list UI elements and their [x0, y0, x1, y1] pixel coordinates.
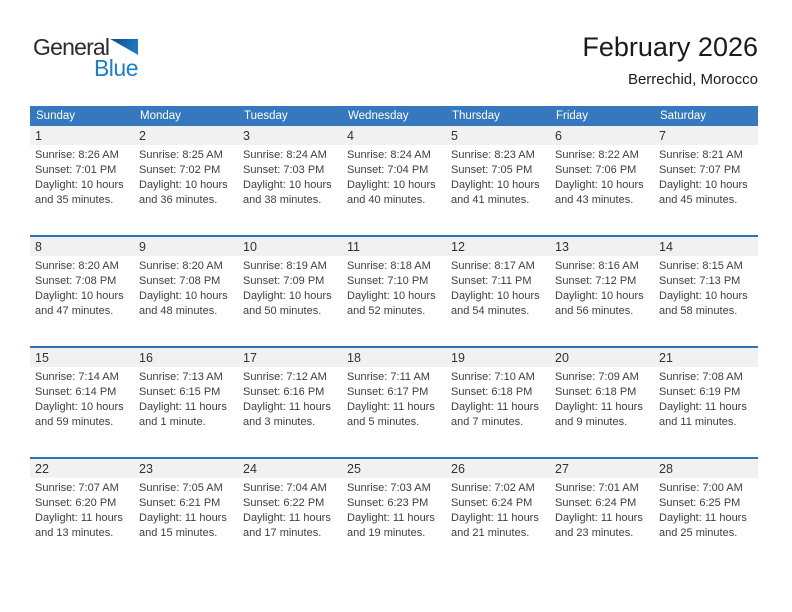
day-cell — [446, 478, 550, 568]
cell-text-line: Daylight: 11 hours — [659, 401, 747, 413]
cell-text-line: Sunrise: 8:15 AM — [659, 260, 743, 272]
day-cell — [30, 478, 134, 568]
day-number: 27 — [555, 462, 569, 476]
cell-text-line: Sunrise: 7:14 AM — [35, 371, 119, 383]
day-cell — [238, 367, 342, 457]
day-number: 9 — [139, 240, 146, 254]
cell-text-line: Sunset: 7:01 PM — [35, 164, 117, 176]
cell-text-line: and 23 minutes. — [555, 527, 634, 539]
day-number: 11 — [347, 240, 360, 254]
cell-text-line: Sunset: 6:24 PM — [555, 497, 637, 509]
week-row — [30, 126, 758, 235]
day-cell — [342, 367, 446, 457]
day-cell — [654, 256, 758, 346]
title-block — [582, 32, 758, 89]
cell-text-line: and 43 minutes. — [555, 194, 634, 206]
cell-text-line: and 5 minutes. — [347, 416, 420, 428]
cell-text-line: Sunrise: 8:26 AM — [35, 149, 119, 161]
cell-text-line: Sunrise: 8:20 AM — [35, 260, 119, 272]
cell-text-line: and 38 minutes. — [243, 194, 322, 206]
cell-text-line: Sunset: 6:23 PM — [347, 497, 429, 509]
cell-text-line: Sunset: 6:18 PM — [555, 386, 637, 398]
cell-text-line: Daylight: 11 hours — [555, 401, 643, 413]
weekday-header-thursday: Thursday — [452, 110, 500, 122]
day-cell — [342, 478, 446, 568]
cell-text-line: Sunrise: 8:21 AM — [659, 149, 743, 161]
day-cell — [30, 145, 134, 235]
day-number: 3 — [243, 129, 250, 143]
cell-text-line: Sunrise: 7:01 AM — [555, 482, 639, 494]
day-number: 2 — [139, 129, 146, 143]
day-number: 25 — [347, 462, 361, 476]
cell-text-line: Sunset: 7:02 PM — [139, 164, 221, 176]
cell-text-line: Sunset: 6:17 PM — [347, 386, 429, 398]
day-cell — [238, 256, 342, 346]
cell-text-line: Sunrise: 7:07 AM — [35, 482, 119, 494]
cell-text-line: Sunrise: 7:03 AM — [347, 482, 431, 494]
week-row — [30, 346, 758, 457]
cell-text-line: Sunset: 6:20 PM — [35, 497, 117, 509]
cell-text-line: and 58 minutes. — [659, 305, 738, 317]
cell-text-line: Sunset: 6:25 PM — [659, 497, 741, 509]
day-cell — [134, 478, 238, 568]
cell-text-line: Sunset: 7:06 PM — [555, 164, 637, 176]
day-cell — [342, 256, 446, 346]
cell-text-line: Daylight: 10 hours — [555, 290, 644, 302]
cell-text-line: Sunrise: 8:23 AM — [451, 149, 535, 161]
cell-text-line: and 19 minutes. — [347, 527, 426, 539]
cell-text-line: Sunset: 6:16 PM — [243, 386, 325, 398]
day-cell — [550, 145, 654, 235]
day-content-row — [30, 478, 758, 568]
day-cell — [654, 478, 758, 568]
calendar-table — [30, 106, 758, 568]
cell-text-line: Sunset: 7:13 PM — [659, 275, 741, 287]
cell-text-line: Daylight: 10 hours — [659, 179, 748, 191]
cell-text-line: Sunrise: 7:11 AM — [347, 371, 430, 383]
day-content-row — [30, 145, 758, 235]
cell-text-line: Sunset: 6:22 PM — [243, 497, 325, 509]
day-number-strip — [30, 459, 758, 478]
cell-text-line: Sunrise: 7:04 AM — [243, 482, 327, 494]
cell-text-line: and 52 minutes. — [347, 305, 426, 317]
cell-text-line: Sunrise: 8:25 AM — [139, 149, 223, 161]
day-cell — [550, 478, 654, 568]
cell-text-line: Sunset: 7:04 PM — [347, 164, 429, 176]
cell-text-line: and 21 minutes. — [451, 527, 530, 539]
day-number: 12 — [451, 240, 465, 254]
cell-text-line: and 41 minutes. — [451, 194, 530, 206]
cell-text-line: and 9 minutes. — [555, 416, 628, 428]
day-number-strip — [30, 348, 758, 367]
day-number: 28 — [659, 462, 673, 476]
logo-triangle-icon — [110, 39, 138, 55]
cell-text-line: Sunrise: 7:12 AM — [243, 371, 327, 383]
day-cell — [30, 256, 134, 346]
day-cell — [134, 145, 238, 235]
week-row — [30, 457, 758, 568]
cell-text-line: Daylight: 10 hours — [555, 179, 644, 191]
cell-text-line: Sunrise: 7:05 AM — [139, 482, 223, 494]
cell-text-line: Daylight: 10 hours — [347, 290, 436, 302]
cell-text-line: Daylight: 11 hours — [451, 512, 539, 524]
cell-text-line: Daylight: 10 hours — [35, 290, 124, 302]
cell-text-line: Daylight: 10 hours — [35, 179, 124, 191]
weekday-header-monday: Monday — [140, 110, 181, 122]
cell-text-line: Sunrise: 8:24 AM — [347, 149, 431, 161]
day-cell — [446, 367, 550, 457]
day-cell — [550, 256, 654, 346]
day-cell — [654, 145, 758, 235]
day-number: 15 — [35, 351, 49, 365]
cell-text-line: and 54 minutes. — [451, 305, 530, 317]
logo-text-general: General — [33, 34, 110, 60]
cell-text-line: and 1 minute. — [139, 416, 206, 428]
cell-text-line: Daylight: 11 hours — [347, 401, 435, 413]
cell-text-line: and 3 minutes. — [243, 416, 316, 428]
cell-text-line: Sunrise: 8:17 AM — [451, 260, 535, 272]
cell-text-line: Sunrise: 8:18 AM — [347, 260, 431, 272]
cell-text-line: and 13 minutes. — [35, 527, 114, 539]
day-number: 26 — [451, 462, 465, 476]
day-content-row — [30, 367, 758, 457]
cell-text-line: and 47 minutes. — [35, 305, 114, 317]
cell-text-line: and 35 minutes. — [35, 194, 114, 206]
cell-text-line: Daylight: 11 hours — [243, 401, 331, 413]
cell-text-line: Sunset: 7:10 PM — [347, 275, 429, 287]
cell-text-line: Sunset: 6:21 PM — [139, 497, 221, 509]
cell-text-line: Sunrise: 7:08 AM — [659, 371, 743, 383]
day-number: 7 — [659, 129, 666, 143]
day-cell — [550, 367, 654, 457]
cell-text-line: Sunset: 7:03 PM — [243, 164, 325, 176]
cell-text-line: Sunset: 6:19 PM — [659, 386, 741, 398]
cell-text-line: Sunrise: 7:02 AM — [451, 482, 535, 494]
cell-text-line: and 59 minutes. — [35, 416, 114, 428]
cell-text-line: Daylight: 10 hours — [139, 290, 228, 302]
location-subtitle: Berrechid, Morocco — [627, 71, 758, 88]
day-number-strip — [30, 126, 758, 145]
day-cell — [446, 256, 550, 346]
cell-text-line: Daylight: 10 hours — [451, 290, 540, 302]
day-number: 16 — [139, 351, 153, 365]
cell-text-line: and 15 minutes. — [139, 527, 218, 539]
cell-text-line: Daylight: 11 hours — [555, 512, 643, 524]
cell-text-line: Sunrise: 7:10 AM — [451, 371, 535, 383]
cell-text-line: Sunrise: 8:24 AM — [243, 149, 327, 161]
day-number: 5 — [451, 129, 458, 143]
weekday-header-sunday: Sunday — [36, 110, 76, 122]
day-number: 20 — [555, 351, 569, 365]
cell-text-line: Daylight: 11 hours — [139, 512, 227, 524]
day-number: 24 — [243, 462, 257, 476]
cell-text-line: and 36 minutes. — [139, 194, 218, 206]
day-cell — [654, 367, 758, 457]
cell-text-line: Sunset: 6:18 PM — [451, 386, 533, 398]
day-number: 17 — [243, 351, 257, 365]
cell-text-line: and 45 minutes. — [659, 194, 738, 206]
day-number: 8 — [35, 240, 42, 254]
day-number: 4 — [347, 129, 354, 143]
day-content-row — [30, 256, 758, 346]
cell-text-line: Sunset: 7:11 PM — [451, 275, 532, 287]
cell-text-line: Sunrise: 8:16 AM — [555, 260, 639, 272]
cell-text-line: Daylight: 11 hours — [35, 512, 123, 524]
day-number: 14 — [659, 240, 673, 254]
cell-text-line: Sunset: 6:14 PM — [35, 386, 117, 398]
cell-text-line: Sunset: 7:05 PM — [451, 164, 533, 176]
day-cell — [134, 367, 238, 457]
cell-text-line: Daylight: 10 hours — [243, 179, 332, 191]
cell-text-line: and 7 minutes. — [451, 416, 524, 428]
cell-text-line: and 50 minutes. — [243, 305, 322, 317]
day-number: 19 — [451, 351, 465, 365]
day-cell — [30, 367, 134, 457]
day-cell — [134, 256, 238, 346]
weekday-header-wednesday: Wednesday — [348, 110, 409, 122]
cell-text-line: Daylight: 11 hours — [347, 512, 435, 524]
cell-text-line: Daylight: 11 hours — [243, 512, 331, 524]
cell-text-line: Daylight: 11 hours — [451, 401, 539, 413]
day-cell — [238, 478, 342, 568]
weekday-header-saturday: Saturday — [660, 110, 707, 122]
cell-text-line: Daylight: 10 hours — [139, 179, 228, 191]
cell-text-line: and 25 minutes. — [659, 527, 738, 539]
day-cell — [238, 145, 342, 235]
day-number: 18 — [347, 351, 361, 365]
cell-text-line: Sunrise: 7:13 AM — [139, 371, 223, 383]
cell-text-line: Sunrise: 8:20 AM — [139, 260, 223, 272]
cell-text-line: Daylight: 11 hours — [139, 401, 227, 413]
cell-text-line: Sunset: 7:12 PM — [555, 275, 637, 287]
day-number: 22 — [35, 462, 49, 476]
day-cell — [342, 145, 446, 235]
cell-text-line: and 17 minutes. — [243, 527, 322, 539]
cell-text-line: and 48 minutes. — [139, 305, 218, 317]
logo-text-blue: Blue — [93, 55, 138, 81]
general-blue-logo — [33, 34, 141, 81]
cell-text-line: Sunset: 7:08 PM — [139, 275, 221, 287]
day-cell — [446, 145, 550, 235]
cell-text-line: Daylight: 10 hours — [347, 179, 436, 191]
month-title: February 2026 — [582, 32, 758, 62]
cell-text-line: Sunset: 6:15 PM — [139, 386, 221, 398]
weekday-header-row — [30, 106, 758, 126]
cell-text-line: Sunset: 7:08 PM — [35, 275, 117, 287]
day-number: 23 — [139, 462, 153, 476]
cell-text-line: and 56 minutes. — [555, 305, 634, 317]
weekday-header-tuesday: Tuesday — [244, 110, 288, 122]
cell-text-line: Sunset: 6:24 PM — [451, 497, 533, 509]
week-row — [30, 235, 758, 346]
cell-text-line: Sunset: 7:09 PM — [243, 275, 325, 287]
cell-text-line: Sunrise: 7:00 AM — [659, 482, 743, 494]
day-number: 6 — [555, 129, 562, 143]
cell-text-line: Daylight: 10 hours — [659, 290, 748, 302]
cell-text-line: Daylight: 10 hours — [243, 290, 332, 302]
cell-text-line: Sunrise: 8:19 AM — [243, 260, 327, 272]
day-number: 1 — [35, 129, 42, 143]
day-number: 21 — [659, 351, 673, 365]
weekday-header-friday: Friday — [556, 110, 588, 122]
cell-text-line: and 40 minutes. — [347, 194, 426, 206]
day-number: 10 — [243, 240, 257, 254]
cell-text-line: and 11 minutes. — [659, 416, 737, 428]
cell-text-line: Sunrise: 7:09 AM — [555, 371, 639, 383]
day-number-strip — [30, 237, 758, 256]
day-number: 13 — [555, 240, 569, 254]
weeks-container — [30, 126, 758, 568]
cell-text-line: Daylight: 10 hours — [451, 179, 540, 191]
cell-text-line: Daylight: 10 hours — [35, 401, 124, 413]
cell-text-line: Daylight: 11 hours — [659, 512, 747, 524]
cell-text-line: Sunset: 7:07 PM — [659, 164, 741, 176]
cell-text-line: Sunrise: 8:22 AM — [555, 149, 639, 161]
